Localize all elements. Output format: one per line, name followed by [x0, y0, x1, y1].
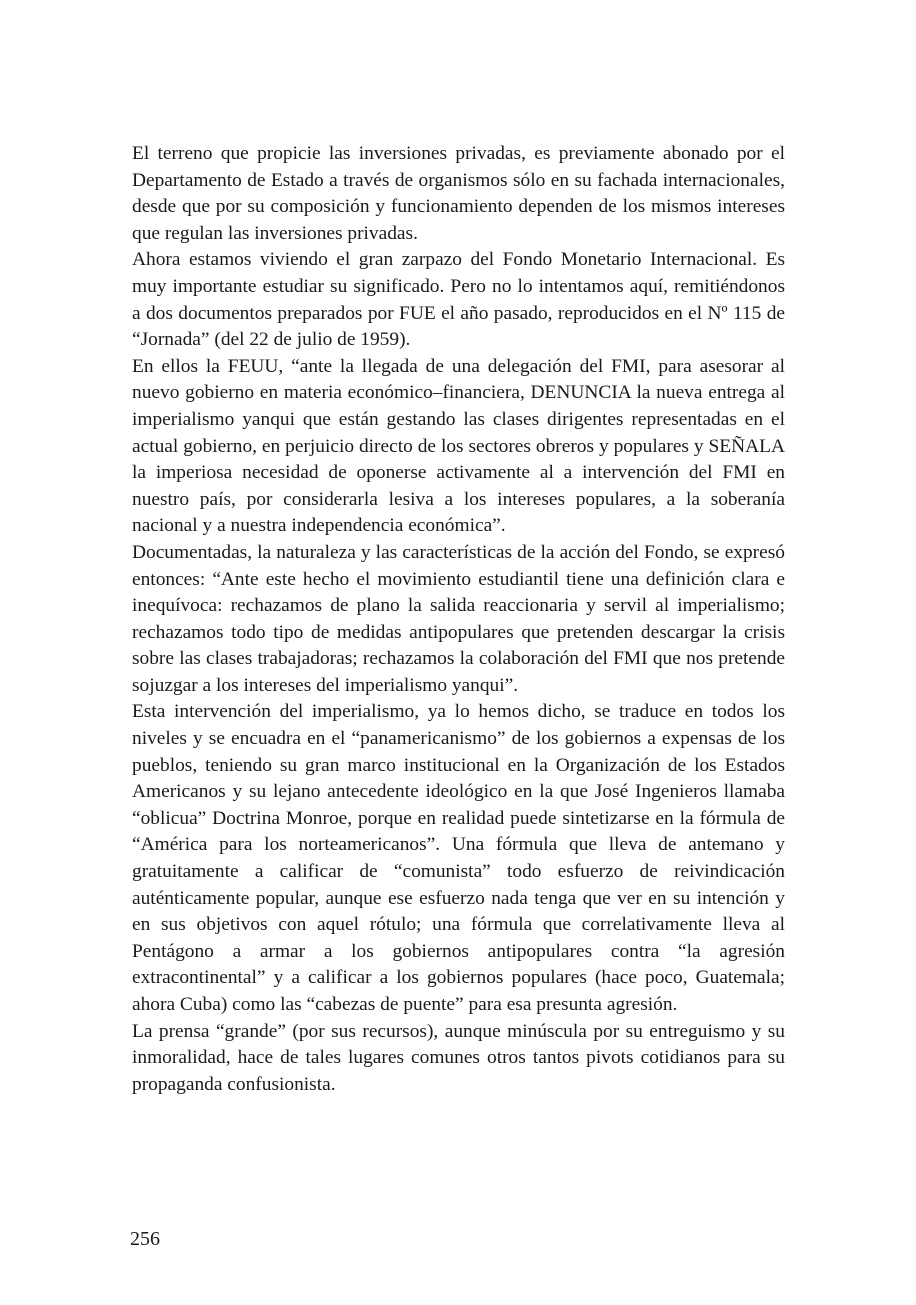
- page-number: 256: [130, 1228, 160, 1250]
- paragraph-3: En ellos la FEUU, “ante la llegada de una delegación del FMI, para asesorar al nuevo gobierno en materia económico–financiera, DENUNCIA la nueva entrega al imperialismo yanqui que están gestando las clases dirigentes representadas en el actual gobierno, en perjuicio directo de los sectores obreros y populares y SEÑALA la imperiosa necesidad de oponerse activamente al a intervención del FMI en nuestro país, por considerarla lesiva a los intereses populares, a la soberanía nacional y a nuestra independencia económica”.: [132, 355, 785, 537]
- paragraph-5: Esta intervención del imperialismo, ya lo hemos dicho, se traduce en todos los niveles y se encuadra en el “panamericanismo” de los gobiernos a expensas de los pueblos, teniendo su gran marco institucional en la Organización de los Estados Americanos y su lejano antecedente ideológico en la que José Ingenieros llamaba “oblicua” Doctrina Monroe, porque en realidad puede sintetizarse en la fórmula de “América para los norteamericanos”. Una fórmula que lleva de antemano y gratuitamente a calificar de “comunista” todo esfuerzo de reivindicación auténticamente popular, aunque ese esfuerzo nada tenga que ver en su intención y en sus objetivos con aquel rótulo; una fórmula que correlativamente lleva al Pentágono a armar a los gobiernos antipopulares contra “la agresión extracontinental” y a calificar a los gobiernos populares (hace poco, Guatemala; ahora Cuba) como las “cabezas de puente” para esa presunta agresión.: [132, 701, 785, 1015]
- paragraph-6: La prensa “grande” (por sus recursos), aunque minúscula por su entreguismo y su inmoralidad, hace de tales lugares comunes otros tantos pivots cotidianos para su propaganda confusionista.: [132, 1020, 785, 1095]
- paragraph-4: Documentadas, la naturaleza y las características de la acción del Fondo, se expresó entonces: “Ante este hecho el movimiento estudiantil tiene una definición clara e inequívoca: rechazamos de plano la salida reaccionaria y servil al imperialismo; rechazamos todo tipo de medidas antipopulares que pretenden descargar la crisis sobre las clases trabajadoras; rechazamos la colaboración del FMI que nos pretende sojuzgar a los intereses del imperialismo yanqui”.: [132, 541, 785, 696]
- paragraph-1: El terreno que propicie las inversiones privadas, es previamente abonado por el Departamento de Estado a través de organismos sólo en su fachada internacionales, desde que por su composición y funcionamiento dependen de los mismos intereses que regulan las inversiones privadas.: [132, 143, 785, 244]
- body-text: [132, 141, 785, 1098]
- paragraph-2: Ahora estamos viviendo el gran zarpazo del Fondo Monetario Internacional. Es muy importante estudiar su significado. Pero no lo intentamos aquí, remitiéndonos a dos documentos preparados por FUE el año pasado, reproducidos en el Nº 115 de “Jornada” (del 22 de julio de 1959).: [132, 249, 785, 351]
